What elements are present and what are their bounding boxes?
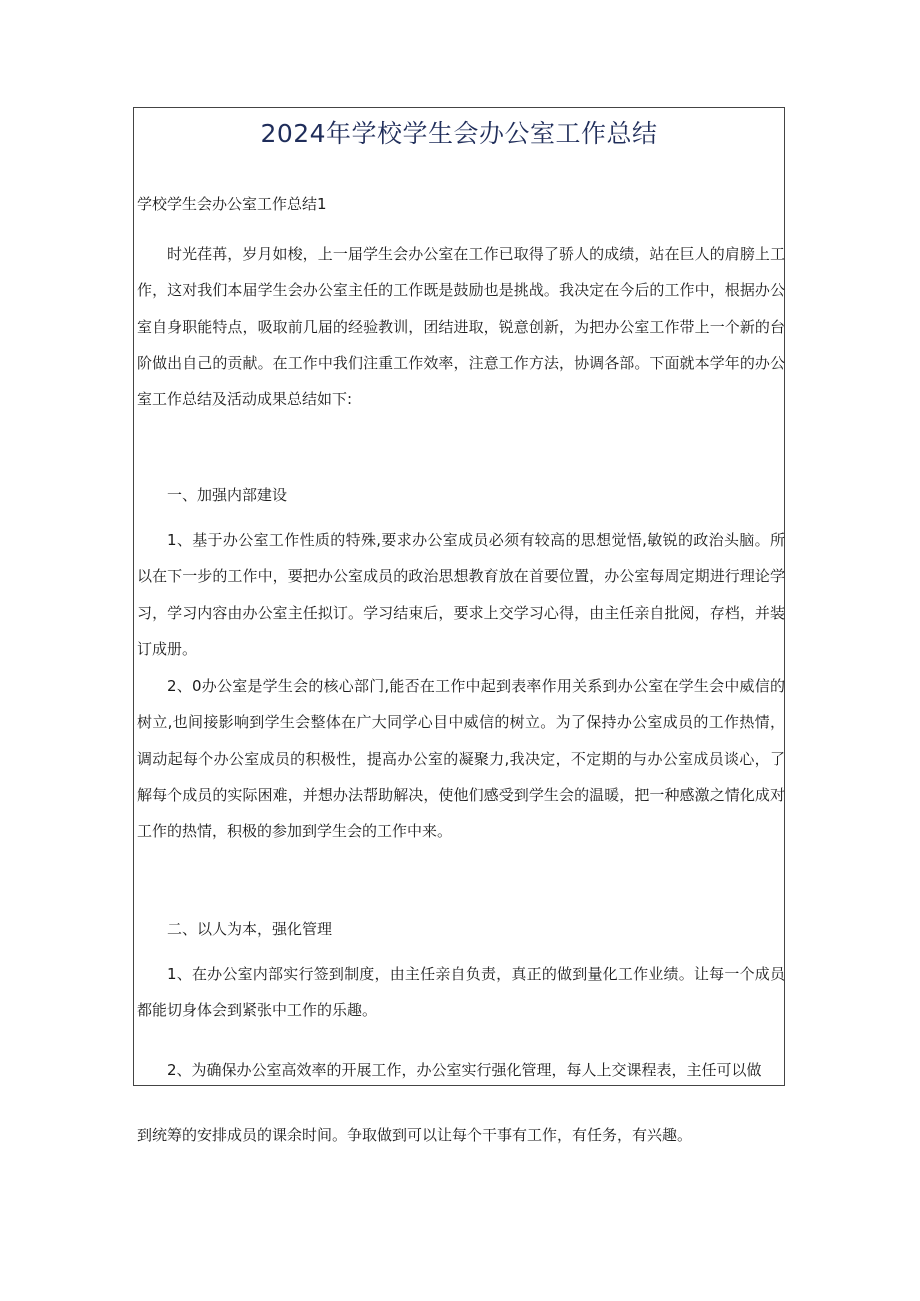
document-subtitle: 学校学生会办公室工作总结1 [137,195,327,213]
intro-paragraph: 时光荏苒，岁月如梭，上一届学生会办公室在工作已取得了骄人的成绩，站在巨人的肩膀上工作，这对我们本届学生会办公室主任的工作既是鼓励也是挑战。我决定在今后的工作中，根据办公室自身职能特点，吸取前几届的经验教训，团结进取，锐意创新，为把办公室工作带上一个新的台阶做出自己的贡献。在工作中我们注重工作效率，注意工作方法，协调各部。下面就本学年的办公室工作总结及活动成果总结如下: [137,245,785,409]
section1-item1: 1、基于办公室工作性质的特殊,要求办公室成员必须有较高的思想觉悟,敏锐的政治头脑。所以在下一步的工作中，要把办公室成员的政治思想教育放在首要位置，办公室每周定期进行理论学习，学习内容由办公室主任拟订。学习结束后，要求上交学习心得，由主任亲自批阅，存档，并装订成册。 [137,531,785,658]
section2-heading: 二、以人为本，强化管理 [167,920,333,938]
section1-item2: 2、0办公室是学生会的核心部门,能否在工作中起到表率作用关系到办公室在学生会中威信的树立,也间接影响到学生会整体在广大同学心目中威信的树立。为了保持办公室成员的工作热情，调动起每个办公室成员的积极性，提高办公室的凝聚力,我决定，不定期的与办公室成员谈心，了解每个成员的实际困难，并想办法帮助解决，使他们感受到学生会的温暖，把一种感激之情化成对工作的热情，积极的参加到学生会的工作中来。 [137,677,785,841]
section1-heading: 一、加强内部建设 [167,486,288,504]
document-title: 2024年学校学生会办公室工作总结 [260,119,658,148]
section2-item1: 1、在办公室内部实行签到制度，由主任亲自负责，真正的做到量化工作业绩。让每一个成员都能切身体会到紧张中工作的乐趣。 [137,965,785,1020]
section2-item2: 2、为确保办公室高效率的开展工作，办公室实行强化管理，每人上交课程表，主任可以做 [167,1061,762,1079]
section2-item2-continuation: 到统筹的安排成员的课余时间。争取做到可以让每个干事有工作，有任务，有兴趣。 [137,1126,693,1144]
